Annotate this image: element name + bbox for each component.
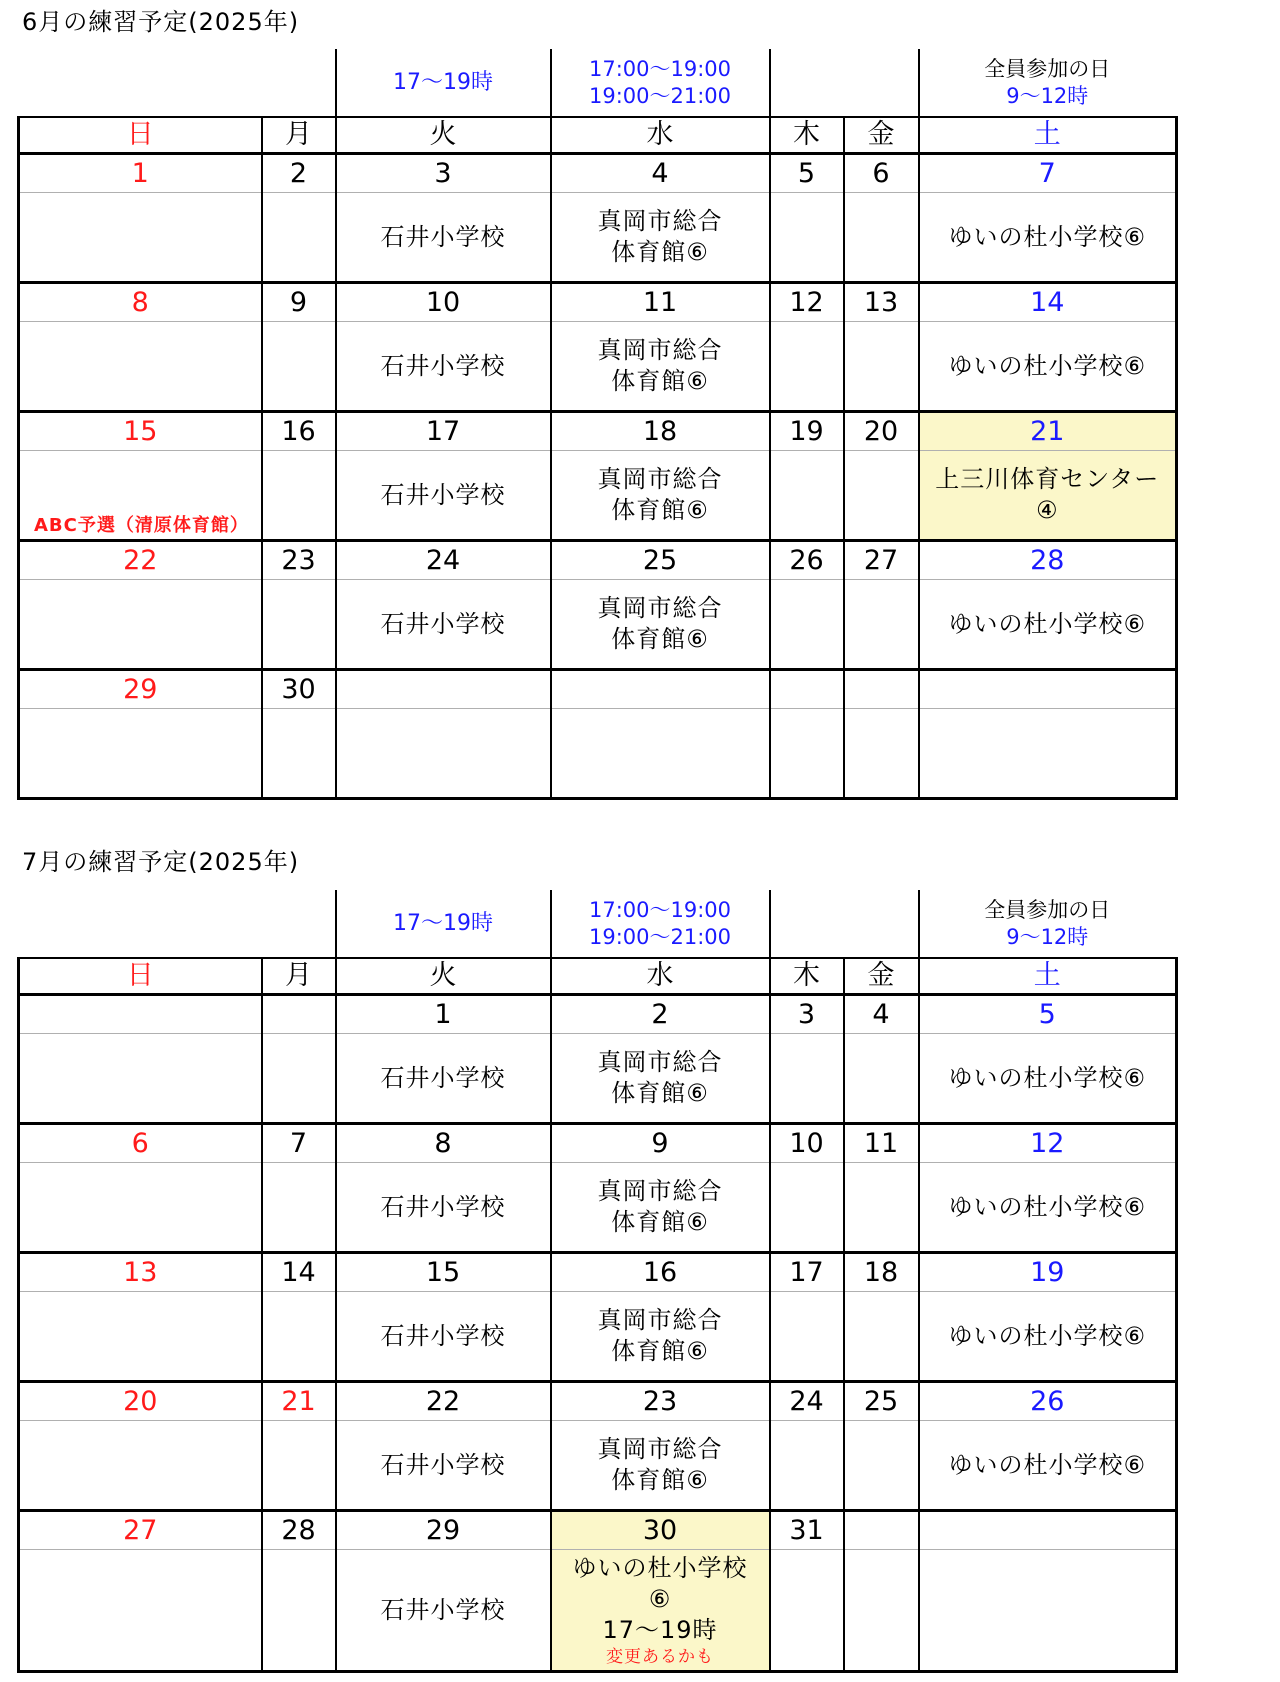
june-wed-time-1: 17:00〜19:00 — [588, 56, 732, 81]
venue-wed-line2: 体育館⑥ — [611, 367, 709, 395]
july-weekday-row — [19, 958, 1177, 995]
venue-cell — [844, 1034, 919, 1124]
venue-tue: 石井小学校 — [336, 1163, 551, 1253]
venue-cell — [19, 580, 262, 670]
date-cell: 15 — [336, 1253, 551, 1292]
june-header-blank-2 — [770, 48, 919, 118]
venue-sat-line1: 上三川体育センター — [935, 465, 1160, 493]
june-calendar — [17, 46, 1178, 800]
july-time-header-row — [19, 889, 1177, 959]
date-cell: 20 — [844, 412, 919, 451]
july-week2-dates — [19, 1124, 1177, 1163]
venue-sat: ゆいの杜小学校⑥ — [919, 1163, 1177, 1253]
venue-wed-line2: 体育館⑥ — [611, 238, 709, 266]
weekday-sat: 土 — [919, 958, 1177, 995]
july-calendar — [17, 887, 1178, 1673]
date-cell: 7 — [919, 154, 1177, 193]
date-cell: 25 — [551, 541, 770, 580]
venue-cell — [19, 1550, 262, 1672]
date-cell: 7 — [262, 1124, 336, 1163]
venue-cell — [262, 1421, 336, 1511]
venue-cell — [844, 322, 919, 412]
venue-cell — [262, 451, 336, 541]
venue-cell — [770, 1163, 844, 1253]
date-cell — [919, 1511, 1177, 1550]
venue-cell — [262, 1550, 336, 1672]
weekday-sun: 日 — [19, 958, 262, 995]
venue-sat: ゆいの杜小学校⑥ — [919, 1421, 1177, 1511]
june-week2-dates — [19, 283, 1177, 322]
venue-wed-highlighted — [551, 1550, 770, 1672]
date-cell: 17 — [770, 1253, 844, 1292]
july-week2-venues — [19, 1163, 1177, 1253]
date-cell: 19 — [770, 412, 844, 451]
venue-tue: 石井小学校 — [336, 193, 551, 283]
venue-cell — [919, 709, 1177, 799]
date-cell: 6 — [844, 154, 919, 193]
date-cell: 22 — [19, 541, 262, 580]
venue-cell — [551, 709, 770, 799]
date-cell: 23 — [551, 1382, 770, 1421]
july-week4-dates — [19, 1382, 1177, 1421]
july-week4-venues — [19, 1421, 1177, 1511]
venue-wed-line2: 体育館⑥ — [611, 496, 709, 524]
venue-cell — [844, 580, 919, 670]
date-cell: 27 — [844, 541, 919, 580]
july-title: 7月の練習予定(2025年) — [22, 848, 300, 876]
date-cell: 10 — [336, 283, 551, 322]
july-week5-dates — [19, 1511, 1177, 1550]
date-cell: 8 — [19, 283, 262, 322]
venue-cell — [770, 580, 844, 670]
venue-cell — [844, 709, 919, 799]
venue-cell — [770, 322, 844, 412]
date-cell: 26 — [770, 541, 844, 580]
venue-wed — [551, 451, 770, 541]
venue-wed-line2: 体育館⑥ — [611, 1466, 709, 1494]
venue-cell — [844, 1550, 919, 1672]
venue-wed-line2: 体育館⑥ — [611, 625, 709, 653]
date-cell: 16 — [262, 412, 336, 451]
venue-wed-line1: 真岡市総合 — [597, 594, 723, 622]
venue-cell — [844, 1421, 919, 1511]
venue-sat: ゆいの杜小学校⑥ — [919, 1034, 1177, 1124]
venue-tue: 石井小学校 — [336, 1292, 551, 1382]
date-cell: 3 — [770, 995, 844, 1034]
july-header-blank-2 — [770, 889, 919, 959]
july-week5-venues — [19, 1550, 1177, 1672]
venue-wed-line2: 体育館⑥ — [611, 1079, 709, 1107]
june-week1-venues — [19, 193, 1177, 283]
venue-wed-line1: ゆいの杜小学校 — [572, 1553, 748, 1582]
date-cell: 27 — [19, 1511, 262, 1550]
date-cell: 24 — [336, 541, 551, 580]
date-cell: 17 — [336, 412, 551, 451]
june-week3-venues — [19, 451, 1177, 541]
july-week3-venues — [19, 1292, 1177, 1382]
june-wed-time-2: 19:00〜21:00 — [588, 83, 732, 108]
venue-wed — [551, 580, 770, 670]
date-cell: 1 — [336, 995, 551, 1034]
venue-cell — [919, 1550, 1177, 1672]
weekday-wed: 水 — [551, 958, 770, 995]
venue-cell — [19, 322, 262, 412]
venue-wed-line2: 体育館⑥ — [611, 1337, 709, 1365]
venue-cell — [19, 709, 262, 799]
venue-cell — [770, 451, 844, 541]
date-cell: 5 — [770, 154, 844, 193]
july-header-blank — [19, 889, 336, 959]
venue-sun — [19, 451, 262, 541]
venue-cell — [844, 1163, 919, 1253]
june-weekday-row — [19, 117, 1177, 154]
venue-wed-line1: 真岡市総合 — [597, 1177, 723, 1205]
date-cell: 4 — [844, 995, 919, 1034]
venue-cell — [19, 193, 262, 283]
date-cell: 2 — [262, 154, 336, 193]
june-wed-time — [551, 48, 770, 118]
date-cell: 30 — [262, 670, 336, 709]
date-cell: 8 — [336, 1124, 551, 1163]
date-cell: 9 — [262, 283, 336, 322]
venue-cell — [336, 709, 551, 799]
venue-wed — [551, 1292, 770, 1382]
june-tue-time: 17〜19時 — [336, 48, 551, 118]
date-cell: 11 — [844, 1124, 919, 1163]
june-time-header-row — [19, 48, 1177, 118]
date-cell: 29 — [336, 1511, 551, 1550]
date-cell — [551, 670, 770, 709]
venue-cell — [844, 1292, 919, 1382]
venue-wed-line1: 真岡市総合 — [597, 207, 723, 235]
venue-cell — [770, 193, 844, 283]
june-week4-dates — [19, 541, 1177, 580]
july-tue-time: 17〜19時 — [336, 889, 551, 959]
july-sat-label: 全員参加の日 — [984, 897, 1111, 922]
venue-cell — [770, 1292, 844, 1382]
june-week2-venues — [19, 322, 1177, 412]
date-cell: 25 — [844, 1382, 919, 1421]
venue-tue: 石井小学校 — [336, 1550, 551, 1672]
weekday-wed: 水 — [551, 117, 770, 154]
venue-cell — [262, 1292, 336, 1382]
date-cell: 13 — [844, 283, 919, 322]
venue-wed — [551, 1034, 770, 1124]
venue-cell — [19, 1034, 262, 1124]
venue-wed-line3: 17〜19時 — [602, 1615, 718, 1644]
july-sat-time: 9〜12時 — [1006, 924, 1089, 949]
date-cell — [262, 995, 336, 1034]
date-cell: 31 — [770, 1511, 844, 1550]
date-cell: 18 — [551, 412, 770, 451]
date-cell: 28 — [919, 541, 1177, 580]
date-cell — [770, 670, 844, 709]
venue-wed-line1: 真岡市総合 — [597, 1435, 723, 1463]
date-cell: 29 — [19, 670, 262, 709]
date-cell: 26 — [919, 1382, 1177, 1421]
venue-sat: ゆいの杜小学校⑥ — [919, 1292, 1177, 1382]
venue-wed-line2: ⑥ — [648, 1584, 672, 1613]
date-cell: 12 — [770, 283, 844, 322]
date-cell: 19 — [919, 1253, 1177, 1292]
date-cell: 4 — [551, 154, 770, 193]
weekday-thu: 木 — [770, 958, 844, 995]
july-wed-time — [551, 889, 770, 959]
weekday-tue: 火 — [336, 117, 551, 154]
date-cell: 1 — [19, 154, 262, 193]
date-cell-highlighted: 21 — [919, 412, 1177, 451]
date-cell — [919, 670, 1177, 709]
date-cell — [19, 995, 262, 1034]
june-week5-venues — [19, 709, 1177, 799]
date-cell: 12 — [919, 1124, 1177, 1163]
date-cell-highlighted: 30 — [551, 1511, 770, 1550]
date-cell: 9 — [551, 1124, 770, 1163]
venue-cell — [262, 322, 336, 412]
date-cell — [844, 1511, 919, 1550]
venue-cell — [844, 193, 919, 283]
date-cell: 5 — [919, 995, 1177, 1034]
venue-sat: ゆいの杜小学校⑥ — [919, 193, 1177, 283]
venue-wed — [551, 1163, 770, 1253]
june-sat-info — [919, 48, 1177, 118]
venue-wed — [551, 193, 770, 283]
date-cell: 16 — [551, 1253, 770, 1292]
venue-tue: 石井小学校 — [336, 451, 551, 541]
date-cell: 10 — [770, 1124, 844, 1163]
date-cell: 28 — [262, 1511, 336, 1550]
venue-wed-line1: 真岡市総合 — [597, 465, 723, 493]
weekday-sun: 日 — [19, 117, 262, 154]
venue-sat-highlighted — [919, 451, 1177, 541]
june-sat-time: 9〜12時 — [1006, 83, 1089, 108]
venue-cell — [770, 1550, 844, 1672]
june-week4-venues — [19, 580, 1177, 670]
venue-wed-line1: 真岡市総合 — [597, 1048, 723, 1076]
venue-cell — [19, 1292, 262, 1382]
date-cell: 24 — [770, 1382, 844, 1421]
date-cell — [844, 670, 919, 709]
venue-wed-line1: 真岡市総合 — [597, 336, 723, 364]
date-cell: 13 — [19, 1253, 262, 1292]
date-cell-holiday: 21 — [262, 1382, 336, 1421]
june-title: 6月の練習予定(2025年) — [22, 8, 300, 36]
june-week3-dates — [19, 412, 1177, 451]
july-week3-dates — [19, 1253, 1177, 1292]
weekday-fri: 金 — [844, 117, 919, 154]
venue-wed-line1: 真岡市総合 — [597, 1306, 723, 1334]
change-note: 変更あるかも — [606, 1646, 714, 1667]
venue-wed — [551, 322, 770, 412]
june-sat-label: 全員参加の日 — [984, 56, 1111, 81]
july-week1-venues — [19, 1034, 1177, 1124]
venue-wed-line2: 体育館⑥ — [611, 1208, 709, 1236]
venue-cell — [844, 451, 919, 541]
date-cell: 2 — [551, 995, 770, 1034]
june-header-blank — [19, 48, 336, 118]
venue-cell — [262, 193, 336, 283]
july-wed-time-2: 19:00〜21:00 — [588, 924, 732, 949]
venue-sat: ゆいの杜小学校⑥ — [919, 322, 1177, 412]
date-cell: 22 — [336, 1382, 551, 1421]
venue-sat: ゆいの杜小学校⑥ — [919, 580, 1177, 670]
venue-cell — [262, 709, 336, 799]
date-cell: 6 — [19, 1124, 262, 1163]
venue-sat-line2: ④ — [1035, 496, 1059, 524]
venue-wed — [551, 1421, 770, 1511]
date-cell: 14 — [262, 1253, 336, 1292]
weekday-mon: 月 — [262, 958, 336, 995]
date-cell: 20 — [19, 1382, 262, 1421]
venue-cell — [770, 709, 844, 799]
date-cell: 3 — [336, 154, 551, 193]
venue-cell — [262, 1163, 336, 1253]
weekday-mon: 月 — [262, 117, 336, 154]
date-cell: 15 — [19, 412, 262, 451]
weekday-thu: 木 — [770, 117, 844, 154]
date-cell: 14 — [919, 283, 1177, 322]
july-wed-time-1: 17:00〜19:00 — [588, 897, 732, 922]
weekday-fri: 金 — [844, 958, 919, 995]
june-week1-dates — [19, 154, 1177, 193]
venue-cell — [262, 580, 336, 670]
venue-cell — [770, 1034, 844, 1124]
july-sat-info — [919, 889, 1177, 959]
venue-cell — [770, 1421, 844, 1511]
venue-tue: 石井小学校 — [336, 1421, 551, 1511]
venue-cell — [19, 1421, 262, 1511]
sun-event-note: ABC予選（清原体育館） — [34, 515, 249, 536]
weekday-sat: 土 — [919, 117, 1177, 154]
venue-tue: 石井小学校 — [336, 580, 551, 670]
venue-tue: 石井小学校 — [336, 1034, 551, 1124]
june-week5-dates — [19, 670, 1177, 709]
date-cell: 23 — [262, 541, 336, 580]
weekday-tue: 火 — [336, 958, 551, 995]
venue-cell — [262, 1034, 336, 1124]
date-cell: 11 — [551, 283, 770, 322]
venue-tue: 石井小学校 — [336, 322, 551, 412]
venue-cell — [19, 1163, 262, 1253]
july-week1-dates — [19, 995, 1177, 1034]
date-cell — [336, 670, 551, 709]
date-cell: 18 — [844, 1253, 919, 1292]
